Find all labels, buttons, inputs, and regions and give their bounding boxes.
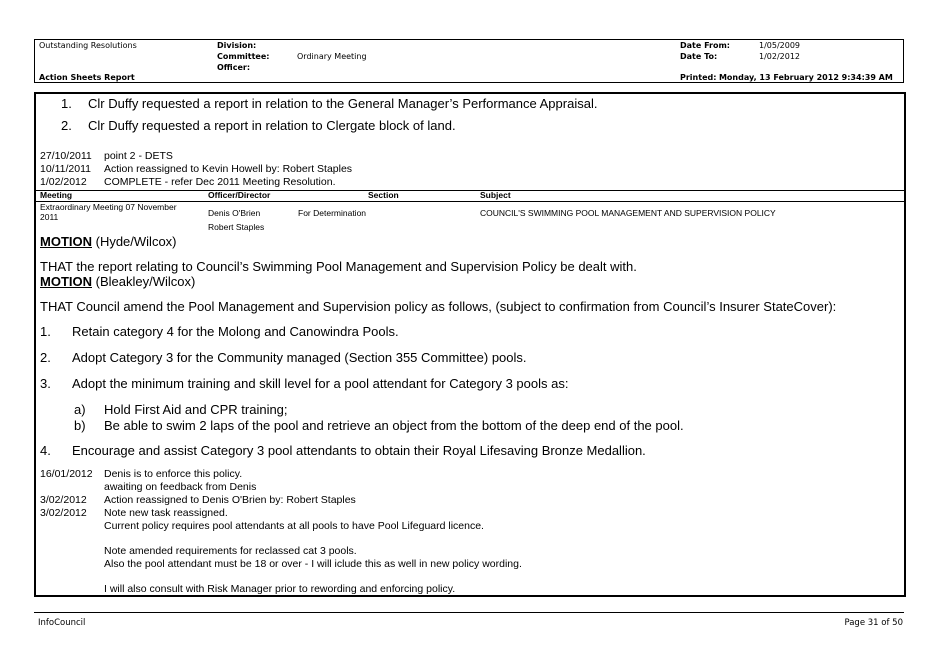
motion-heading: [40, 234, 177, 249]
prior-item-num: 2.: [61, 118, 72, 133]
date-from-value: 1/05/2009: [759, 41, 801, 50]
motion-movers: (Hyde/Wilcox): [92, 234, 177, 249]
date-from-label: Date From:: [680, 41, 731, 50]
item-text: Adopt the minimum training and skill level for a pool attendant for Category 3 pools as:: [72, 376, 569, 391]
column-header-row: [36, 190, 904, 202]
date-to-value: 1/02/2012: [759, 52, 801, 61]
footer-divider: [34, 612, 904, 613]
item-text: Retain category 4 for the Molong and Canowindra Pools.: [72, 324, 399, 339]
motion-text: THAT the report relating to Council’s Swimming Pool Management and Supervision Policy be dealt with.: [40, 259, 637, 274]
officer-label: Officer:: [217, 63, 251, 72]
log-text: awaiting on feedback from Denis: [104, 481, 257, 493]
row-officer: Denis O'Brien: [208, 208, 261, 218]
col-officer: Officer/Director: [208, 190, 271, 200]
printed-label: Printed:: [680, 73, 717, 82]
log-date: 1/02/2012: [40, 176, 87, 188]
log-text: I will also consult with Risk Manager prior to rewording and enforcing policy.: [104, 583, 456, 595]
motion-movers: (Bleakley/Wilcox): [92, 274, 196, 289]
prior-item-text: Clr Duffy requested a report in relation to Clergate block of land.: [88, 118, 456, 133]
prior-item-num: 1.: [61, 96, 72, 111]
date-to-label: Date To:: [680, 52, 718, 61]
printed-value: Monday, 13 February 2012 9:34:39 AM: [718, 73, 893, 82]
subitem-num: a): [74, 402, 86, 417]
report-name: Outstanding Resolutions: [39, 41, 137, 50]
item-text: Adopt Category 3 for the Community managed (Section 355 Committee) pools.: [72, 350, 527, 365]
report-type: Action Sheets Report: [39, 73, 135, 82]
log-date: 3/02/2012: [40, 494, 87, 506]
subitem-text: Be able to swim 2 laps of the pool and retrieve an object from the bottom of the deep end of the pool.: [104, 418, 684, 433]
prior-item-text: Clr Duffy requested a report in relation to the General Manager’s Performance Appraisal.: [88, 96, 598, 111]
item-num: 4.: [40, 443, 51, 458]
action-sheet-body: [34, 92, 906, 597]
row-subject: COUNCIL'S SWIMMING POOL MANAGEMENT AND SUPERVISION POLICY: [480, 208, 776, 218]
col-subject: Subject: [480, 190, 511, 200]
row-section: For Determination: [298, 208, 367, 218]
item-text: Encourage and assist Category 3 pool attendants to obtain their Royal Lifesaving Bronze Medallion.: [72, 443, 646, 458]
item-num: 3.: [40, 376, 51, 391]
motion-label: MOTION: [40, 234, 92, 249]
log-date: 10/11/2011: [40, 163, 91, 175]
subitem-text: Hold First Aid and CPR training;: [104, 402, 288, 417]
log-text: Action reassigned to Kevin Howell by: Robert Staples: [104, 163, 353, 175]
row-meeting: Extraordinary Meeting 07 November: [40, 202, 177, 212]
log-text: point 2 - DETS: [104, 150, 173, 162]
log-text: Note amended requirements for reclassed cat 3 pools.: [104, 545, 357, 557]
footer-page-number: Page 31 of 50: [844, 618, 903, 628]
log-text: Current policy requires pool attendants at all pools to have Pool Lifeguard licence.: [104, 520, 484, 532]
log-text: COMPLETE - refer Dec 2011 Meeting Resolution.: [104, 176, 336, 188]
log-date: 16/01/2012: [40, 468, 93, 480]
report-header: [34, 39, 904, 83]
log-date: 27/10/2011: [40, 150, 92, 162]
motion-heading: [40, 274, 195, 289]
log-text: Also the pool attendant must be 18 or over - I will iclude this as well in new policy wording.: [104, 558, 522, 570]
committee-label: Committee:: [217, 52, 270, 61]
log-text: Note new task reassigned.: [104, 507, 228, 519]
item-num: 1.: [40, 324, 51, 339]
row-meeting-year: 2011: [40, 212, 59, 222]
committee-value: Ordinary Meeting: [297, 52, 367, 61]
motion-label: MOTION: [40, 274, 92, 289]
item-num: 2.: [40, 350, 51, 365]
division-label: Division:: [217, 41, 257, 50]
log-text: Action reassigned to Denis O'Brien by: Robert Staples: [104, 494, 356, 506]
row-officer: Robert Staples: [208, 222, 265, 232]
log-text: Denis is to enforce this policy.: [104, 468, 243, 480]
motion-text: THAT Council amend the Pool Management and Supervision policy as follows, (subject to confirmation from Council’s Insurer StateCover):: [40, 299, 837, 314]
log-date: 3/02/2012: [40, 507, 87, 519]
subitem-num: b): [74, 418, 86, 433]
printed-line: [680, 73, 893, 83]
footer-left: InfoCouncil: [38, 618, 86, 628]
col-section: Section: [368, 190, 399, 200]
col-meeting: Meeting: [40, 190, 73, 200]
